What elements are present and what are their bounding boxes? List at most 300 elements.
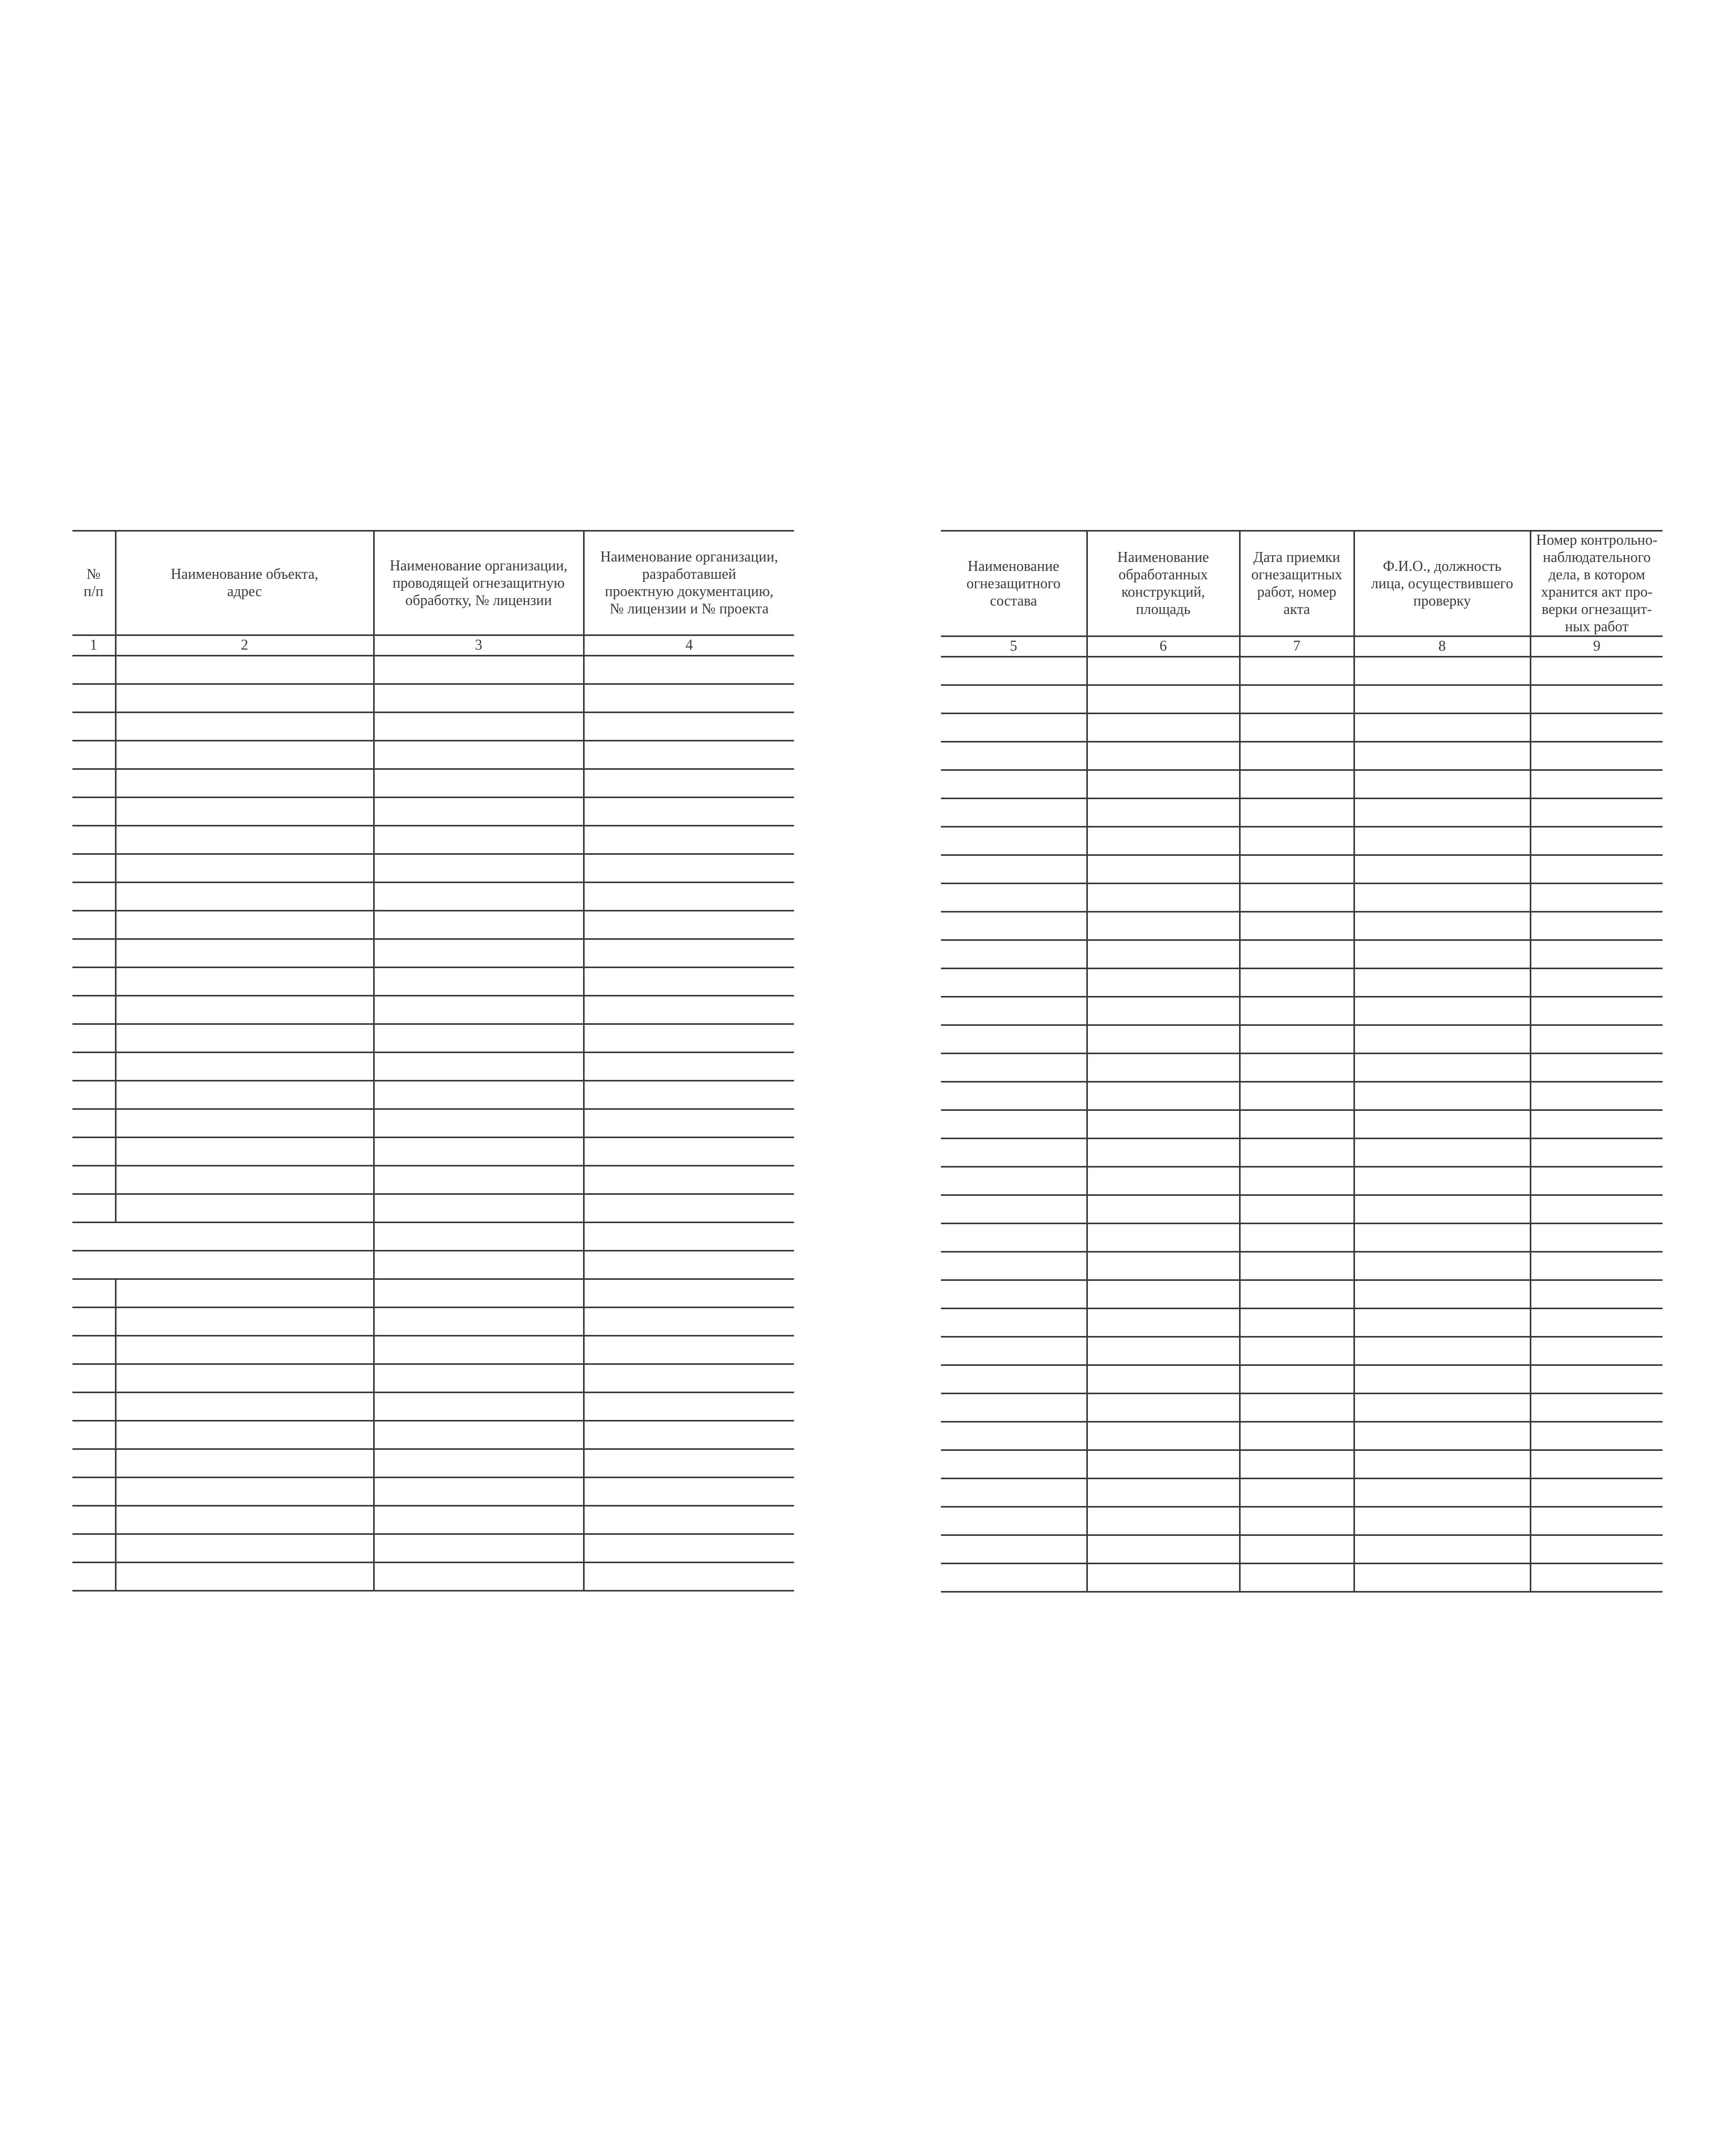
table-cell[interactable] <box>374 1081 584 1109</box>
table-cell[interactable] <box>374 1223 584 1251</box>
table-cell[interactable] <box>1354 1224 1530 1252</box>
table-cell[interactable] <box>115 939 374 968</box>
table-cell[interactable] <box>1087 742 1240 770</box>
table-cell[interactable] <box>72 939 115 968</box>
table-cell[interactable] <box>1530 969 1663 997</box>
table-cell[interactable] <box>941 1479 1087 1507</box>
table-cell[interactable] <box>941 770 1087 799</box>
table-cell[interactable] <box>1240 1564 1354 1592</box>
table-cell[interactable] <box>374 1308 584 1336</box>
table-cell[interactable] <box>115 1053 374 1081</box>
table-cell[interactable] <box>115 769 374 798</box>
table-cell[interactable] <box>1354 1280 1530 1309</box>
table-cell[interactable] <box>1354 997 1530 1025</box>
table-cell[interactable] <box>1087 997 1240 1025</box>
table-cell[interactable] <box>1240 827 1354 855</box>
table-cell[interactable] <box>1087 1025 1240 1054</box>
table-cell[interactable] <box>584 1478 794 1506</box>
table-cell[interactable] <box>1354 685 1530 714</box>
table-cell[interactable] <box>584 1421 794 1449</box>
table-cell[interactable] <box>941 714 1087 742</box>
table-cell[interactable] <box>72 968 115 996</box>
table-cell[interactable] <box>1087 1309 1240 1337</box>
table-cell[interactable] <box>374 854 584 883</box>
table-cell[interactable] <box>584 1279 794 1308</box>
table-cell[interactable] <box>1354 940 1530 969</box>
table-cell[interactable] <box>374 939 584 968</box>
table-cell[interactable] <box>941 1280 1087 1309</box>
table-cell[interactable] <box>374 968 584 996</box>
table-cell[interactable] <box>374 656 584 684</box>
table-cell[interactable] <box>1240 1224 1354 1252</box>
table-cell[interactable] <box>115 1081 374 1109</box>
table-cell[interactable] <box>1087 1110 1240 1139</box>
table-cell[interactable] <box>941 1337 1087 1365</box>
table-cell[interactable] <box>1354 1195 1530 1224</box>
table-cell[interactable] <box>1240 912 1354 940</box>
table-cell[interactable] <box>1354 1507 1530 1535</box>
table-cell[interactable] <box>1240 855 1354 884</box>
table-cell[interactable] <box>374 1449 584 1478</box>
table-cell[interactable] <box>72 1364 115 1393</box>
table-cell[interactable] <box>1530 1025 1663 1054</box>
table-cell[interactable] <box>1087 1139 1240 1167</box>
table-cell[interactable] <box>1354 742 1530 770</box>
table-cell[interactable] <box>374 996 584 1024</box>
table-cell[interactable] <box>584 939 794 968</box>
table-cell[interactable] <box>1240 1422 1354 1450</box>
table-cell[interactable] <box>941 1167 1087 1195</box>
table-cell[interactable] <box>72 1449 115 1478</box>
table-cell[interactable] <box>1530 742 1663 770</box>
table-cell[interactable] <box>72 1053 115 1081</box>
table-cell[interactable] <box>941 1082 1087 1110</box>
table-cell[interactable] <box>941 657 1087 685</box>
table-cell[interactable] <box>1087 1252 1240 1280</box>
table-cell[interactable] <box>1530 1450 1663 1479</box>
table-cell[interactable] <box>72 741 115 769</box>
table-cell[interactable] <box>72 1024 115 1053</box>
table-cell[interactable] <box>941 969 1087 997</box>
table-cell[interactable] <box>374 1109 584 1138</box>
table-cell[interactable] <box>1240 1195 1354 1224</box>
table-cell[interactable] <box>374 1336 584 1364</box>
table-cell[interactable] <box>1087 1564 1240 1592</box>
table-cell[interactable] <box>584 1308 794 1336</box>
table-cell[interactable] <box>1530 1139 1663 1167</box>
table-cell[interactable] <box>115 1109 374 1138</box>
table-cell[interactable] <box>584 911 794 939</box>
table-cell[interactable] <box>374 713 584 741</box>
table-cell[interactable] <box>584 1109 794 1138</box>
table-cell[interactable] <box>1530 997 1663 1025</box>
table-cell[interactable] <box>1240 1365 1354 1394</box>
table-cell[interactable] <box>1530 1394 1663 1422</box>
table-cell[interactable] <box>1087 1394 1240 1422</box>
table-cell[interactable] <box>1087 1422 1240 1450</box>
table-cell[interactable] <box>374 826 584 854</box>
table-cell[interactable] <box>115 1506 374 1534</box>
table-cell[interactable] <box>1354 1054 1530 1082</box>
table-cell[interactable] <box>72 684 115 713</box>
table-cell[interactable] <box>941 1139 1087 1167</box>
table-cell[interactable] <box>584 883 794 911</box>
table-cell[interactable] <box>584 798 794 826</box>
table-cell[interactable] <box>1087 827 1240 855</box>
table-cell[interactable] <box>1530 1535 1663 1564</box>
table-cell[interactable] <box>374 1534 584 1563</box>
table-cell[interactable] <box>584 1053 794 1081</box>
table-cell[interactable] <box>374 1053 584 1081</box>
table-cell[interactable] <box>584 1024 794 1053</box>
table-cell[interactable] <box>374 1166 584 1194</box>
table-cell[interactable] <box>1240 742 1354 770</box>
table-cell[interactable] <box>72 1194 115 1223</box>
table-cell[interactable] <box>1354 1422 1530 1450</box>
table-cell[interactable] <box>584 741 794 769</box>
table-cell[interactable] <box>1240 1054 1354 1082</box>
table-cell[interactable] <box>72 911 115 939</box>
table-cell[interactable] <box>584 713 794 741</box>
table-cell[interactable] <box>1087 1337 1240 1365</box>
table-cell[interactable] <box>374 1563 584 1591</box>
table-cell[interactable] <box>1087 1195 1240 1224</box>
table-cell[interactable] <box>115 1534 374 1563</box>
table-cell[interactable] <box>1240 940 1354 969</box>
table-cell[interactable] <box>374 1251 584 1279</box>
table-cell[interactable] <box>584 996 794 1024</box>
table-cell[interactable] <box>1087 1280 1240 1309</box>
table-cell[interactable] <box>1530 657 1663 685</box>
table-cell[interactable] <box>1530 1479 1663 1507</box>
table-cell[interactable] <box>941 827 1087 855</box>
table-cell[interactable] <box>1240 657 1354 685</box>
table-cell[interactable] <box>72 769 115 798</box>
table-cell[interactable] <box>1354 1082 1530 1110</box>
table-cell[interactable] <box>1354 1337 1530 1365</box>
table-cell[interactable] <box>72 996 115 1024</box>
table-cell[interactable] <box>1530 685 1663 714</box>
table-cell[interactable] <box>584 1251 794 1279</box>
table-cell[interactable] <box>1354 884 1530 912</box>
table-cell[interactable] <box>115 1478 374 1506</box>
table-cell[interactable] <box>941 685 1087 714</box>
table-cell[interactable] <box>584 1534 794 1563</box>
table-cell[interactable] <box>1530 770 1663 799</box>
table-cell[interactable] <box>374 1024 584 1053</box>
table-cell[interactable] <box>72 1279 115 1308</box>
table-cell[interactable] <box>1530 1365 1663 1394</box>
table-cell[interactable] <box>1354 1025 1530 1054</box>
table-cell[interactable] <box>584 1563 794 1591</box>
table-cell[interactable] <box>1240 714 1354 742</box>
table-cell[interactable] <box>374 798 584 826</box>
table-cell[interactable] <box>1087 1450 1240 1479</box>
table-cell[interactable] <box>1354 827 1530 855</box>
table-cell[interactable] <box>72 1081 115 1109</box>
table-cell[interactable] <box>1354 799 1530 827</box>
table-cell[interactable] <box>941 1309 1087 1337</box>
table-cell[interactable] <box>1240 1479 1354 1507</box>
table-cell[interactable] <box>374 1506 584 1534</box>
table-cell[interactable] <box>1530 1082 1663 1110</box>
table-cell[interactable] <box>1087 1082 1240 1110</box>
table-cell[interactable] <box>115 1421 374 1449</box>
table-cell[interactable] <box>1530 1280 1663 1309</box>
table-cell[interactable] <box>1354 1167 1530 1195</box>
table-cell[interactable] <box>1530 884 1663 912</box>
table-cell[interactable] <box>115 1166 374 1194</box>
table-cell[interactable] <box>374 883 584 911</box>
table-cell[interactable] <box>941 1507 1087 1535</box>
table-cell[interactable] <box>1354 1535 1530 1564</box>
table-cell[interactable] <box>584 826 794 854</box>
table-cell[interactable] <box>1354 714 1530 742</box>
table-cell[interactable] <box>1240 1139 1354 1167</box>
table-cell[interactable] <box>1240 1025 1354 1054</box>
table-cell[interactable] <box>115 684 374 713</box>
table-cell[interactable] <box>1354 770 1530 799</box>
table-cell[interactable] <box>115 1251 374 1279</box>
table-cell[interactable] <box>1530 799 1663 827</box>
table-cell[interactable] <box>1530 1309 1663 1337</box>
table-cell[interactable] <box>1240 884 1354 912</box>
table-cell[interactable] <box>115 713 374 741</box>
table-cell[interactable] <box>1240 1167 1354 1195</box>
table-cell[interactable] <box>941 1054 1087 1082</box>
table-cell[interactable] <box>1087 1224 1240 1252</box>
table-cell[interactable] <box>1087 855 1240 884</box>
table-cell[interactable] <box>1087 1054 1240 1082</box>
table-cell[interactable] <box>584 656 794 684</box>
table-cell[interactable] <box>72 1223 115 1251</box>
table-cell[interactable] <box>115 826 374 854</box>
table-cell[interactable] <box>941 1394 1087 1422</box>
table-cell[interactable] <box>72 1563 115 1591</box>
table-cell[interactable] <box>1354 657 1530 685</box>
table-cell[interactable] <box>1530 1110 1663 1139</box>
table-cell[interactable] <box>1530 1507 1663 1535</box>
table-cell[interactable] <box>1087 1167 1240 1195</box>
table-cell[interactable] <box>1240 1535 1354 1564</box>
table-cell[interactable] <box>584 1166 794 1194</box>
table-cell[interactable] <box>1240 1082 1354 1110</box>
table-cell[interactable] <box>584 1364 794 1393</box>
table-cell[interactable] <box>115 656 374 684</box>
table-cell[interactable] <box>72 1393 115 1421</box>
table-cell[interactable] <box>1530 1564 1663 1592</box>
table-cell[interactable] <box>1354 1450 1530 1479</box>
table-cell[interactable] <box>584 854 794 883</box>
table-cell[interactable] <box>1354 1309 1530 1337</box>
table-cell[interactable] <box>584 684 794 713</box>
table-cell[interactable] <box>584 1081 794 1109</box>
table-cell[interactable] <box>72 713 115 741</box>
table-cell[interactable] <box>1240 1507 1354 1535</box>
table-cell[interactable] <box>115 968 374 996</box>
table-cell[interactable] <box>1530 1422 1663 1450</box>
table-cell[interactable] <box>1240 997 1354 1025</box>
table-cell[interactable] <box>941 1422 1087 1450</box>
table-cell[interactable] <box>1087 969 1240 997</box>
table-cell[interactable] <box>1240 1280 1354 1309</box>
table-cell[interactable] <box>115 741 374 769</box>
table-cell[interactable] <box>72 1478 115 1506</box>
table-cell[interactable] <box>941 742 1087 770</box>
table-cell[interactable] <box>1354 1479 1530 1507</box>
table-cell[interactable] <box>115 1563 374 1591</box>
table-cell[interactable] <box>1087 714 1240 742</box>
table-cell[interactable] <box>1354 1139 1530 1167</box>
table-cell[interactable] <box>115 1449 374 1478</box>
table-cell[interactable] <box>584 769 794 798</box>
table-cell[interactable] <box>1354 1564 1530 1592</box>
table-cell[interactable] <box>941 1025 1087 1054</box>
table-cell[interactable] <box>941 1252 1087 1280</box>
table-cell[interactable] <box>1530 1195 1663 1224</box>
table-cell[interactable] <box>374 741 584 769</box>
table-cell[interactable] <box>941 1450 1087 1479</box>
table-cell[interactable] <box>115 798 374 826</box>
table-cell[interactable] <box>374 769 584 798</box>
table-cell[interactable] <box>72 1336 115 1364</box>
table-cell[interactable] <box>72 1166 115 1194</box>
table-cell[interactable] <box>115 1223 374 1251</box>
table-cell[interactable] <box>584 1506 794 1534</box>
table-cell[interactable] <box>72 656 115 684</box>
table-cell[interactable] <box>1530 940 1663 969</box>
table-cell[interactable] <box>1354 855 1530 884</box>
table-cell[interactable] <box>1087 799 1240 827</box>
table-cell[interactable] <box>1354 1110 1530 1139</box>
table-cell[interactable] <box>115 1279 374 1308</box>
table-cell[interactable] <box>1530 827 1663 855</box>
table-cell[interactable] <box>72 1421 115 1449</box>
table-cell[interactable] <box>941 1110 1087 1139</box>
table-cell[interactable] <box>374 1421 584 1449</box>
table-cell[interactable] <box>584 1393 794 1421</box>
table-cell[interactable] <box>1087 912 1240 940</box>
table-cell[interactable] <box>1087 657 1240 685</box>
table-cell[interactable] <box>72 1506 115 1534</box>
table-cell[interactable] <box>1087 1365 1240 1394</box>
table-cell[interactable] <box>1240 1337 1354 1365</box>
table-cell[interactable] <box>1354 1252 1530 1280</box>
table-cell[interactable] <box>115 1138 374 1166</box>
table-cell[interactable] <box>941 855 1087 884</box>
table-cell[interactable] <box>72 826 115 854</box>
table-cell[interactable] <box>1240 770 1354 799</box>
table-row <box>72 684 794 713</box>
table-cell[interactable] <box>1240 1309 1354 1337</box>
table-cell[interactable] <box>115 911 374 939</box>
table-cell[interactable] <box>115 883 374 911</box>
table-cell[interactable] <box>1087 685 1240 714</box>
table-cell[interactable] <box>1240 1394 1354 1422</box>
table-cell[interactable] <box>72 798 115 826</box>
table-cell[interactable] <box>584 968 794 996</box>
table-cell[interactable] <box>115 854 374 883</box>
table-cell[interactable] <box>115 1336 374 1364</box>
table-cell[interactable] <box>374 1279 584 1308</box>
table-cell[interactable] <box>374 684 584 713</box>
table-cell[interactable] <box>72 1109 115 1138</box>
table-cell[interactable] <box>1240 1252 1354 1280</box>
table-cell[interactable] <box>584 1194 794 1223</box>
table-cell[interactable] <box>1087 770 1240 799</box>
table-cell[interactable] <box>115 1024 374 1053</box>
table-cell[interactable] <box>941 884 1087 912</box>
table-cell[interactable] <box>1354 1394 1530 1422</box>
table-cell[interactable] <box>1530 855 1663 884</box>
table-cell[interactable] <box>1530 714 1663 742</box>
table-cell[interactable] <box>1354 969 1530 997</box>
table-cell[interactable] <box>1240 969 1354 997</box>
table-cell[interactable] <box>1530 1224 1663 1252</box>
table-cell[interactable] <box>941 940 1087 969</box>
table-cell[interactable] <box>1530 1054 1663 1082</box>
table-cell[interactable] <box>374 1393 584 1421</box>
table-cell[interactable] <box>72 854 115 883</box>
table-cell[interactable] <box>374 911 584 939</box>
table-cell[interactable] <box>115 1308 374 1336</box>
table-row <box>72 1563 794 1591</box>
table-cell[interactable] <box>115 1194 374 1223</box>
table-cell[interactable] <box>1087 1535 1240 1564</box>
table-cell[interactable] <box>941 799 1087 827</box>
table-cell[interactable] <box>941 997 1087 1025</box>
table-cell[interactable] <box>1354 1365 1530 1394</box>
table-cell[interactable] <box>374 1194 584 1223</box>
table-cell[interactable] <box>1087 1479 1240 1507</box>
table-cell[interactable] <box>941 912 1087 940</box>
table-cell[interactable] <box>584 1336 794 1364</box>
table-cell[interactable] <box>941 1365 1087 1394</box>
table-cell[interactable] <box>1240 799 1354 827</box>
table-cell[interactable] <box>1354 912 1530 940</box>
table-cell[interactable] <box>1240 1110 1354 1139</box>
table-cell[interactable] <box>115 996 374 1024</box>
table-cell[interactable] <box>115 1393 374 1421</box>
table-cell[interactable] <box>72 883 115 911</box>
table-cell[interactable] <box>1240 1450 1354 1479</box>
table-cell[interactable] <box>941 1564 1087 1592</box>
table-cell[interactable] <box>72 1251 115 1279</box>
table-cell[interactable] <box>941 1535 1087 1564</box>
table-cell[interactable] <box>374 1478 584 1506</box>
column-number: 7 <box>1240 636 1354 657</box>
table-cell[interactable] <box>584 1138 794 1166</box>
table-cell[interactable] <box>72 1138 115 1166</box>
table-cell[interactable] <box>1087 940 1240 969</box>
table-cell[interactable] <box>1530 1252 1663 1280</box>
table-cell[interactable] <box>584 1223 794 1251</box>
table-cell[interactable] <box>115 1364 374 1393</box>
table-cell[interactable] <box>1530 1337 1663 1365</box>
table-cell[interactable] <box>1530 1167 1663 1195</box>
table-cell[interactable] <box>1530 912 1663 940</box>
table-cell[interactable] <box>941 1195 1087 1224</box>
table-cell[interactable] <box>941 1224 1087 1252</box>
table-cell[interactable] <box>1087 884 1240 912</box>
table-cell[interactable] <box>72 1534 115 1563</box>
table-cell[interactable] <box>1087 1507 1240 1535</box>
table-cell[interactable] <box>1240 685 1354 714</box>
table-cell[interactable] <box>584 1449 794 1478</box>
table-cell[interactable] <box>72 1308 115 1336</box>
table-cell[interactable] <box>374 1364 584 1393</box>
table-cell[interactable] <box>374 1138 584 1166</box>
